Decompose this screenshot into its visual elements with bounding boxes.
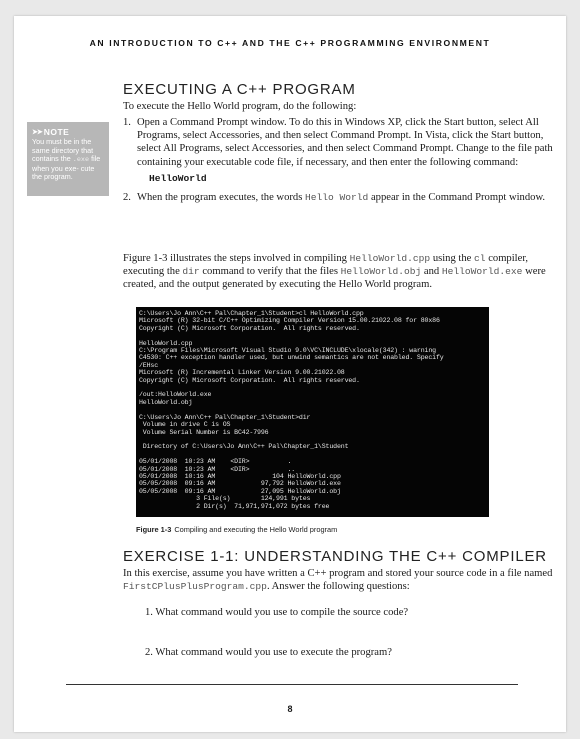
note-body [32,138,104,182]
exercise-section [123,548,553,593]
book-page [14,16,566,732]
note-text: file when you exe- cute the program. [32,154,101,182]
section-executing [123,81,553,113]
figure-caption-text: Compiling and executing the Hello World program [174,525,338,534]
exercise-intro [123,567,553,593]
para-text: and [421,266,442,278]
para-text: Figure 1-3 illustrates the steps involved in compiling [123,253,350,264]
figure-paragraph [123,252,553,292]
note-heading [32,127,104,137]
question-1: 1. What command would you use to compile the source code? [145,607,409,618]
step-number: 2. [123,192,131,204]
code-inline: FirstCPlusPlusProgram.cpp [123,581,267,593]
question-2: 2. What command would you use to execute the program? [145,647,392,658]
exercise-text: . Answer the following questions: [266,581,410,593]
note-sidebar [27,122,109,196]
code-inline: HelloWorld.exe [441,266,523,278]
footer-divider [66,684,518,685]
para-text: compiler, executing the [123,253,529,278]
section-title: EXECUTING A C++ PROGRAM [123,81,356,98]
para-text: using the [430,253,475,264]
console-output: C:\Users\Jo Ann\C++ Pal\Chapter_1\Student>cl HelloWorld.cpp Microsoft (R) 32-bit C/C++ Optimizing Compiler Version 15.00.21022.08 for 80x86 Copyright (C) Microsoft Corporation. All rights reserved. HelloWorld.cpp C:\Program Files\Microsoft Visual Studio 9.0\VC\INCLUDE\xlocale(342) : warning C4530: C++ exception handler used, but unwind semantics are not enabled. Specify /EHsc Microsoft (R) Incremental Linker Version 9.00.21022.08 Copyright (C) Microsoft Corporation. All rights reserved. /out:HelloWorld.exe HelloWorld.obj C:\Users\Jo Ann\C++ Pal\Chapter_1\Student>dir Volume in drive C is OS Volume Serial Number is BC42-7996 Directory of C:\Users\Jo Ann\C++ Pal\Chapter_1\Student 05/01/2008 10:23 AM <DIR> . 05/01/2008 10:23 AM <DIR> .. 05/01/2008 10:16 AM 104 HelloWorld.cpp 05/05/2008 09:16 AM 97,792 HelloWorld.exe 05/05/2008 09:16 AM 27,095 HelloWorld.obj 3 File(s) 124,991 bytes 2 Dir(s) 71,971,971,072 bytes free [139,310,444,510]
running-head: AN INTRODUCTION TO C++ AND THE C++ PROGRAMMING ENVIRONMENT [89,38,491,48]
step-1 [123,116,553,185]
page-number: 8 [287,704,293,714]
code-inline: HelloWorld.obj [340,266,422,278]
code-inline: cl [474,253,486,264]
code-inline: Hello World [304,192,369,204]
note-title: NOTE [43,127,70,137]
step-text: Open a Command Prompt window. To do this in Windows XP, click the Start button, select All Programs, select Accessories, and then select Command Prompt. In Vista, click the Start button, select All Programs, select Accessories, and then select Command Prompt. Change to the file path containing your executable code file, if necessary, and then enter the following command: [137,117,553,168]
note-text: You must be in the same directory that contains the [32,137,94,164]
step-number: 1. [123,117,131,128]
code-inline: HelloWorld.cpp [349,253,431,264]
step-text: appear in the Command Prompt window. [368,192,546,204]
figure-caption [136,525,337,534]
command-prompt-screenshot [136,307,489,517]
code-inline: dir [182,266,200,278]
step-2 [123,191,553,204]
figure-label: Figure 1-3 [136,525,172,534]
exercise-title: EXERCISE 1-1: UNDERSTANDING THE C++ COMPILER [123,548,547,565]
steps-list [123,116,553,204]
para-text: were created, and the output generated by executing the Hello World program. [123,266,546,291]
para-text: command to verify that the files [199,266,341,278]
exercise-text: In this exercise, assume you have written a C++ program and stored your source code in a file named [123,568,553,579]
command-text: HelloWorld [149,172,207,184]
double-chevron-icon: ➤➤ [32,129,42,136]
section-intro: To execute the Hello World program, do the following: [123,101,357,112]
code-inline: .exe [72,156,90,165]
step-text: When the program executes, the words [137,192,305,204]
